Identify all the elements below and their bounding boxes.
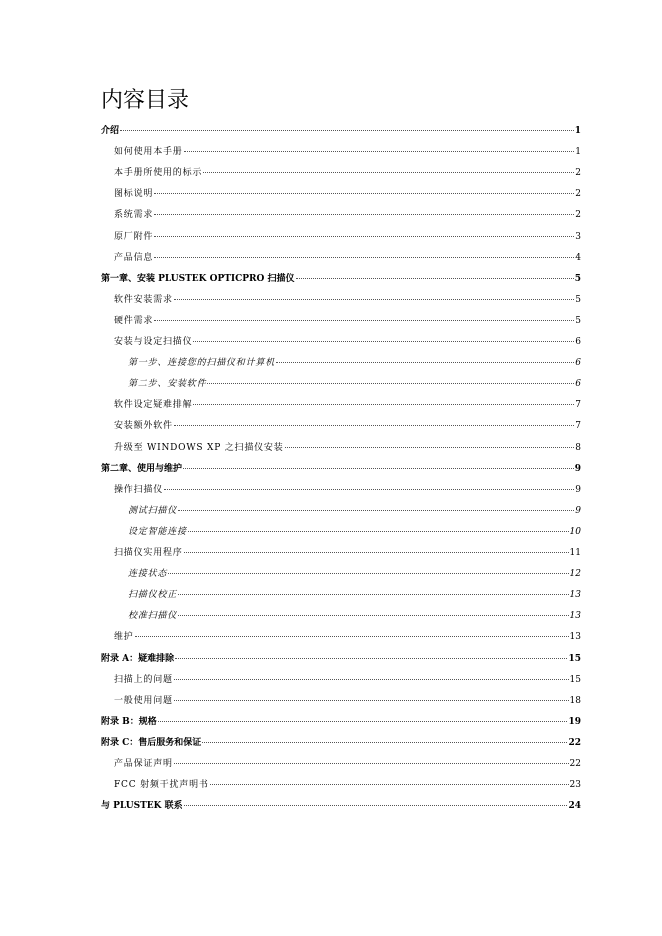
toc-leader-dots	[178, 605, 569, 616]
toc-entry-page-number: 4	[575, 252, 581, 263]
toc-entry-label: 升级至 WINDOWS XP 之扫描仪安装	[114, 442, 284, 453]
toc-entry[interactable]	[114, 671, 581, 687]
toc-leader-dots	[184, 141, 574, 152]
toc-leader-dots	[158, 711, 568, 722]
toc-leader-dots	[174, 753, 569, 764]
page-title: 内容目录	[101, 88, 190, 113]
toc-entry[interactable]	[101, 270, 581, 286]
toc-entry-page-number: 15	[568, 653, 581, 664]
toc-entry-page-number: 19	[568, 716, 581, 727]
toc-entry-page-number: 22	[569, 759, 581, 769]
toc-entry[interactable]	[114, 164, 581, 180]
toc-leader-dots	[183, 458, 574, 469]
toc-entry-label: 扫描仪实用程序	[114, 548, 183, 558]
toc-entry-page-number: 2	[575, 168, 581, 179]
toc-entry-page-number: 1	[575, 147, 581, 158]
toc-entry-label: 软件设定疑难排解	[114, 400, 193, 411]
toc-leader-dots	[174, 289, 574, 300]
toc-leader-dots	[154, 310, 574, 321]
toc-leader-dots	[184, 795, 568, 806]
toc-leader-dots	[193, 331, 574, 342]
toc-entry-label: 图标说明	[114, 189, 154, 200]
toc-entry[interactable]	[128, 523, 581, 539]
toc-entry-label: 维护	[114, 632, 134, 643]
toc-entry-label: 第二步、安装软件	[128, 379, 207, 390]
toc-leader-dots	[135, 626, 569, 637]
toc-entry[interactable]	[128, 565, 581, 581]
toc-entry-page-number: 13	[569, 632, 581, 643]
toc-entry[interactable]	[101, 713, 581, 729]
toc-entry-label: 连接状态	[128, 569, 168, 580]
toc-entry-label: 第一章、安装 PLUSTEK OPTICPRO 扫描仪	[101, 273, 295, 284]
toc-entry[interactable]	[128, 354, 581, 370]
toc-entry-page-number: 9	[574, 463, 581, 474]
toc-leader-dots	[193, 394, 574, 405]
toc-entry-page-number: 8	[575, 442, 581, 453]
toc-entry-page-number: 7	[575, 421, 581, 432]
toc-leader-dots	[154, 204, 574, 215]
toc-entry[interactable]	[128, 502, 581, 518]
toc-leader-dots	[175, 648, 567, 659]
toc-entry-page-number: 13	[569, 611, 581, 622]
toc-entry-label: 硬件需求	[114, 315, 154, 326]
toc-entry-page-number: 1	[574, 126, 581, 136]
toc-leader-dots	[207, 373, 574, 384]
toc-entry[interactable]	[114, 776, 581, 792]
toc-entry-page-number: 24	[568, 801, 581, 812]
toc-entry[interactable]	[114, 755, 581, 771]
toc-entry[interactable]	[114, 291, 581, 307]
toc-leader-dots	[174, 669, 569, 680]
toc-entry-label: 系统需求	[114, 210, 154, 221]
toc-entry-label: 产品信息	[114, 252, 154, 263]
toc-entry[interactable]	[101, 460, 581, 476]
toc-entry-label: 附录 C：售后服务和保证	[101, 737, 202, 748]
toc-entry[interactable]	[114, 143, 581, 159]
toc-entry[interactable]	[114, 628, 581, 644]
toc-leader-dots	[178, 500, 574, 511]
toc-leader-dots	[174, 690, 569, 701]
toc-entry-page-number: 5	[575, 294, 581, 305]
toc-entry-label: 扫描仪校正	[128, 590, 178, 601]
toc-entry-label: 如何使用本手册	[114, 147, 183, 158]
toc-entry[interactable]	[114, 439, 581, 455]
toc-leader-dots	[174, 415, 574, 426]
toc-entry-label: 介绍	[101, 126, 120, 136]
toc-entry-label: 测试扫描仪	[128, 505, 178, 516]
toc-entry-page-number: 12	[569, 569, 581, 580]
toc-entry[interactable]	[114, 417, 581, 433]
toc-leader-dots	[154, 226, 574, 237]
toc-entry[interactable]	[114, 206, 581, 222]
toc-entry-page-number: 9	[575, 505, 581, 516]
toc-leader-dots	[210, 774, 569, 785]
toc-entry[interactable]	[101, 650, 581, 666]
toc-entry-label: 软件安装需求	[114, 294, 173, 305]
toc-entry-label: 与 PLUSTEK 联系	[101, 801, 183, 812]
toc-entry-label: 产品保证声明	[114, 759, 173, 769]
toc-entry-page-number: 18	[569, 695, 581, 706]
toc-entry[interactable]	[114, 185, 581, 201]
toc-entry-page-number: 9	[575, 484, 581, 495]
toc-entry-page-number: 3	[575, 231, 581, 242]
toc-entry[interactable]	[128, 375, 581, 391]
toc-entry-label: 原厂附件	[114, 231, 154, 242]
toc-leader-dots	[188, 521, 569, 532]
toc-leader-dots	[296, 268, 574, 279]
toc-leader-dots	[202, 732, 567, 743]
toc-leader-dots	[184, 542, 569, 553]
toc-entry[interactable]	[128, 586, 581, 602]
toc-entry-page-number: 6	[575, 379, 581, 390]
toc-entry-page-number: 23	[569, 780, 581, 791]
toc-leader-dots	[154, 247, 574, 258]
toc-entry-page-number: 5	[575, 315, 581, 326]
toc-entry-label: 安装与设定扫描仪	[114, 337, 193, 347]
toc-entry[interactable]	[114, 396, 581, 412]
toc-entry-label: 扫描上的问题	[114, 674, 173, 685]
toc-leader-dots	[154, 183, 574, 194]
toc-entry-page-number: 6	[575, 337, 581, 347]
toc-entry[interactable]	[101, 734, 581, 750]
toc-entry[interactable]	[114, 333, 581, 349]
toc-entry[interactable]	[114, 692, 581, 708]
toc-entry-label: 第二章、使用与维护	[101, 463, 183, 474]
toc-entry-page-number: 7	[575, 400, 581, 411]
toc-entry-label: 安装额外软件	[114, 421, 173, 432]
toc-entry[interactable]	[101, 797, 581, 813]
toc-entry-page-number: 6	[575, 358, 581, 369]
toc-entry[interactable]	[114, 312, 581, 328]
toc-entry-page-number: 22	[568, 737, 581, 748]
toc-entry-page-number: 10	[569, 526, 581, 537]
toc-entry-label: 本手册所使用的标示	[114, 168, 203, 179]
toc-entry-label: 操作扫描仪	[114, 484, 164, 495]
toc-entry-page-number: 2	[575, 210, 581, 221]
toc-entry-label: 校准扫描仪	[128, 611, 178, 622]
toc-entry-page-number: 5	[574, 273, 581, 284]
toc-entry-page-number: 13	[569, 590, 581, 601]
toc-leader-dots	[285, 437, 574, 448]
toc-leader-dots	[168, 563, 568, 574]
toc-entry[interactable]	[114, 249, 581, 265]
toc-entry-page-number: 2	[575, 189, 581, 200]
toc-leader-dots	[120, 120, 574, 131]
toc-entry-label: FCC 射频干扰声明书	[114, 780, 209, 791]
toc-entry[interactable]	[128, 607, 581, 623]
toc-entry[interactable]	[114, 481, 581, 497]
toc-leader-dots	[203, 162, 574, 173]
toc-entry[interactable]	[114, 228, 581, 244]
toc-leader-dots	[276, 352, 574, 363]
toc-entry-label: 附录 B：规格	[101, 716, 157, 727]
toc-entry-label: 一般使用问题	[114, 695, 173, 706]
toc-leader-dots	[178, 584, 569, 595]
toc-entry[interactable]	[101, 122, 581, 138]
toc-entry-label: 第一步、连接您的扫描仪和计算机	[128, 358, 276, 369]
toc-leader-dots	[164, 479, 574, 490]
toc-entry-label: 设定智能连接	[128, 526, 187, 537]
toc-entry-page-number: 11	[569, 548, 581, 558]
toc-entry-page-number: 15	[569, 674, 581, 685]
toc-entry-label: 附录 A：疑难排除	[101, 653, 175, 664]
toc-entry[interactable]	[114, 544, 581, 560]
